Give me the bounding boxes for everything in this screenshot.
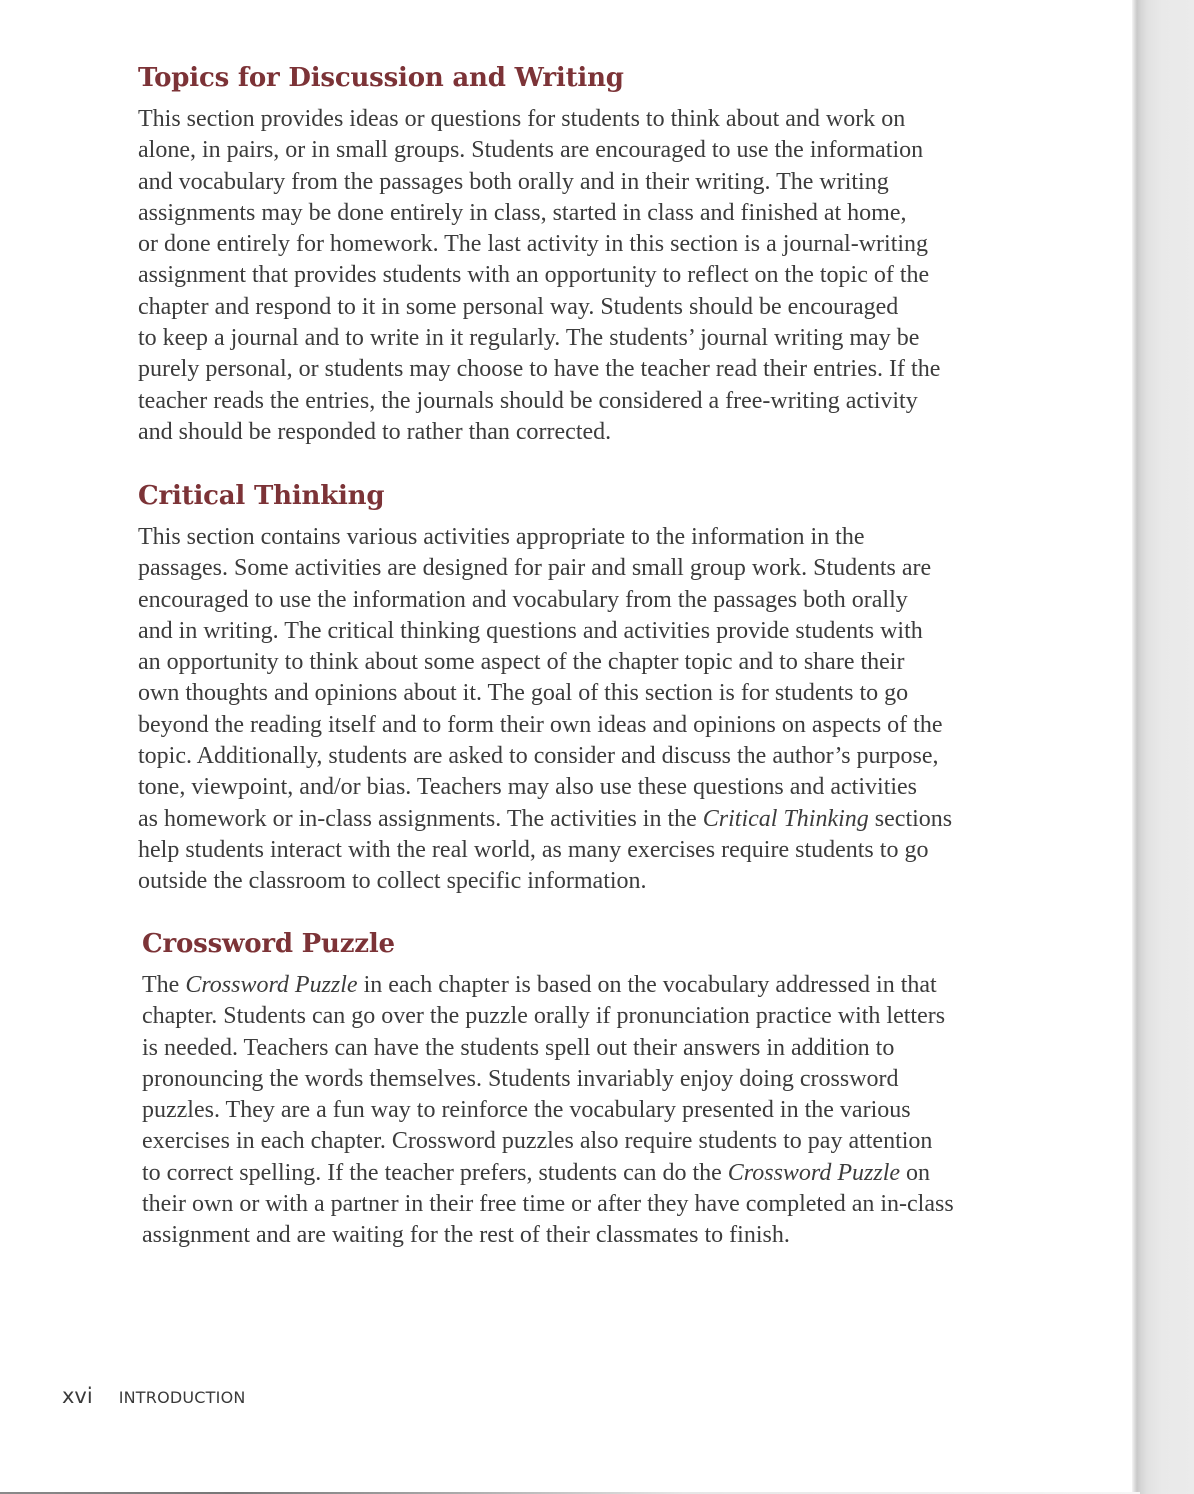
text-line: tone, viewpoint, and/or bias. Teachers may also use these questions and activities — [138, 774, 918, 801]
text-line: an opportunity to think about some aspect of the chapter topic and to share their — [138, 649, 905, 676]
text-line: purely personal, or students may choose to have the teacher read their entries. If the — [138, 356, 941, 383]
text-line: topic. Additionally, students are asked to consider and discuss the author’s purpose, — [138, 743, 939, 770]
text-line: alone, in pairs, or in small groups. Students are encouraged to use the information — [138, 137, 924, 164]
italic-term: Crossword Puzzle — [727, 1159, 901, 1186]
text-line: assignment that provides students with an opportunity to reflect on the topic of the — [138, 262, 930, 289]
italic-term: Critical Thinking — [702, 805, 869, 832]
page-number: xvi — [62, 1384, 93, 1408]
text-line: their own or with a partner in their free time or after they have completed an in-class — [142, 1191, 954, 1218]
section-heading: Critical Thinking — [138, 481, 385, 511]
text-line: and in writing. The critical thinking questions and activities provide students with — [138, 617, 923, 644]
italic-term: Crossword Puzzle — [185, 972, 358, 998]
text-line: outside the classroom to collect specific information. — [138, 868, 647, 895]
text-line: The Crossword Puzzle in each chapter is based on the vocabulary addressed in that — [142, 972, 937, 998]
text-line: chapter. Students can go over the puzzle orally if pronunciation practice with letters — [142, 1003, 946, 1030]
section-heading: Crossword Puzzle — [142, 929, 395, 959]
text-line: beyond the reading itself and to form their own ideas and opinions on aspects of the — [138, 711, 943, 738]
section-topics-for-discussion — [138, 58, 940, 448]
text-line: as homework or in-class assignments. The activities in the Critical Thinking sections — [138, 805, 953, 832]
text-line: pronouncing the words themselves. Students invariably enjoy doing crossword — [142, 1065, 899, 1092]
section-body — [142, 970, 954, 1252]
text-line: This section contains various activities appropriate to the information in the — [138, 524, 865, 550]
text-line: assignments may be done entirely in class, started in class and finished at home, — [138, 199, 907, 226]
page-footer — [62, 1384, 246, 1408]
text-line: This section provides ideas or questions for students to think about and work on — [138, 106, 906, 132]
text-line: exercises in each chapter. Crossword puzzles also require students to pay attention — [142, 1128, 933, 1155]
running-head: INTRODUCTION — [118, 1388, 246, 1407]
text-line: to correct spelling. If the teacher prefers, students can do the Crossword Puzzle on — [142, 1159, 931, 1186]
page-gutter-shadow — [1132, 0, 1194, 1494]
section-heading: Topics for Discussion and Writing — [138, 63, 624, 93]
text-line: chapter and respond to it in some personal way. Students should be encouraged — [138, 293, 899, 320]
section-body — [138, 104, 940, 448]
text-line: and vocabulary from the passages both orally and in their writing. The writing — [138, 168, 889, 195]
text-line: passages. Some activities are designed for pair and small group work. Students are — [138, 555, 932, 582]
section-body — [138, 522, 952, 898]
text-line: to keep a journal and to write in it regularly. The students’ journal writing may be — [138, 325, 920, 352]
text-line: own thoughts and opinions about it. The goal of this section is for students to go — [138, 680, 909, 707]
text-line: or done entirely for homework. The last activity in this section is a journal-writing — [138, 231, 929, 258]
text-line: is needed. Teachers can have the students spell out their answers in addition to — [142, 1034, 895, 1061]
text-line: help students interact with the real world, as many exercises require students to go — [138, 836, 929, 863]
section-critical-thinking — [138, 476, 952, 898]
section-crossword-puzzle — [142, 924, 954, 1252]
text-line: assignment and are waiting for the rest of their classmates to finish. — [142, 1222, 790, 1249]
text-line: teacher reads the entries, the journals should be considered a free-writing activity — [138, 387, 918, 414]
text-line: puzzles. They are a fun way to reinforce the vocabulary presented in the various — [142, 1097, 911, 1124]
text-line: and should be responded to rather than corrected. — [138, 418, 612, 445]
text-line: encouraged to use the information and vocabulary from the passages both orally — [138, 586, 908, 613]
